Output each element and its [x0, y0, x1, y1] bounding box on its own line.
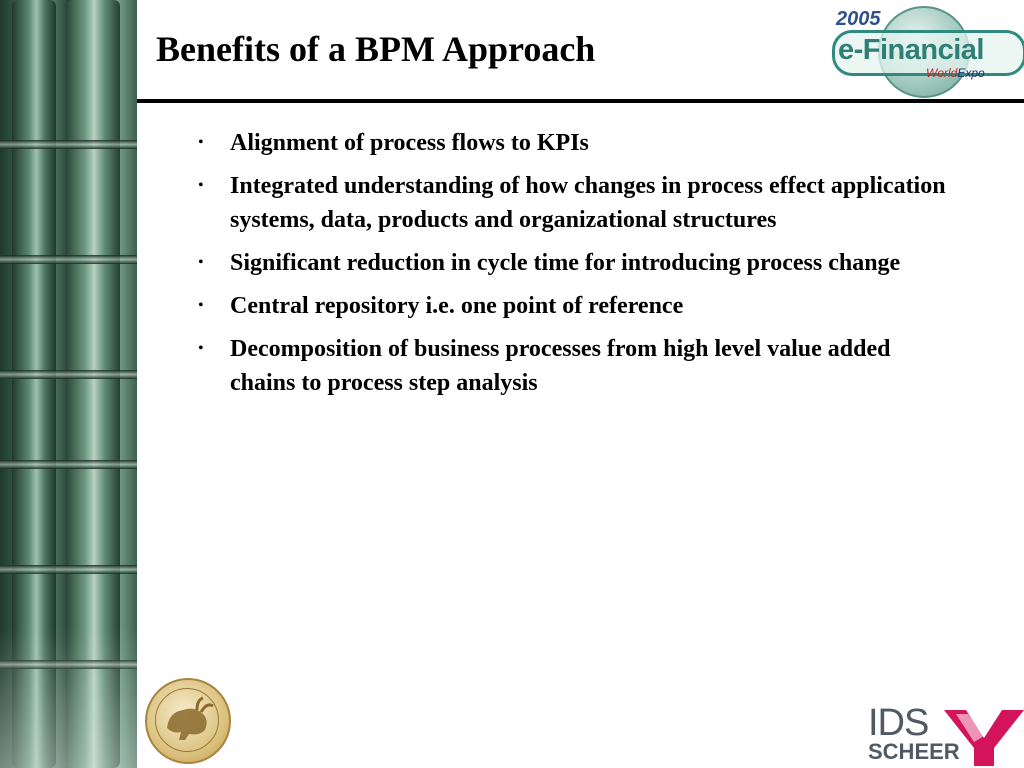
bullet-marker: • [198, 254, 204, 271]
logo-tag-world: World [926, 66, 958, 80]
ids-scheer-logo [866, 704, 1024, 768]
bullet-item [196, 169, 956, 237]
slide-title: Benefits of a BPM Approach [156, 29, 596, 69]
bullet-list [196, 126, 956, 409]
logo-tagline [926, 66, 985, 80]
bamboo-node [0, 140, 137, 149]
bullet-text: Significant reduction in cycle time for introducing process change [230, 250, 901, 276]
bull-icon [145, 678, 227, 760]
bullet-item [196, 332, 956, 400]
bamboo-node [0, 255, 137, 264]
bamboo-node [0, 370, 137, 379]
logo-name: e-Financial [838, 34, 984, 66]
bullet-text: Alignment of process flows to KPIs [230, 130, 589, 156]
bullet-text: Decomposition of business processes from high level value added chains to process step analysis [230, 336, 891, 396]
bull-medallion-icon [145, 678, 231, 764]
bullet-item [196, 289, 956, 323]
bamboo-fade [0, 628, 137, 768]
logo-tag-expo: Expo [957, 66, 985, 80]
bullet-marker: • [198, 297, 204, 314]
title-divider [137, 99, 1024, 103]
bullet-text: Integrated understanding of how changes in process effect application systems, data, products and organizational structures [230, 173, 946, 233]
bullet-marker: • [198, 177, 204, 194]
e-financial-expo-logo [828, 4, 1024, 96]
bamboo-node [0, 460, 137, 469]
bamboo-node [0, 565, 137, 574]
ids-logo-text: IDS [868, 702, 929, 744]
bullet-marker: • [198, 340, 204, 357]
bullet-text: Central repository i.e. one point of reference [230, 293, 684, 319]
bullet-item [196, 126, 956, 160]
bamboo-decoration [0, 0, 137, 768]
scheer-logo-text: SCHEER [868, 739, 960, 764]
ids-y-mark-icon [944, 708, 1024, 766]
bullet-item [196, 246, 956, 280]
logo-year: 2005 [836, 8, 881, 30]
bullet-marker: • [198, 134, 204, 151]
